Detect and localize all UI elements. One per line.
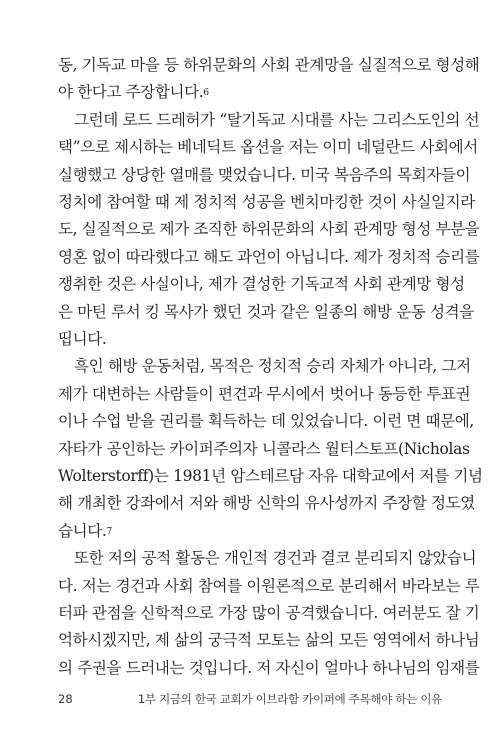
- footnote-marker: 7: [106, 526, 112, 537]
- text-line: [58, 576, 480, 596]
- text-line: [58, 603, 480, 623]
- text-line-content: 자타가 공인하는 카이퍼주의자 니콜라스 월터스토프(Nicholas: [58, 439, 470, 458]
- text-line: [58, 219, 480, 239]
- text-line-content: 흑인 해방 운동처럼, 목적은 정치적 승리 자체가 아니라, 그저: [74, 357, 471, 376]
- footnote-marker: 6: [203, 88, 209, 99]
- text-line: [58, 274, 465, 294]
- paragraph-first-line: [74, 110, 480, 130]
- text-line: [58, 192, 475, 212]
- text-line: [58, 466, 483, 486]
- text-line: [58, 82, 440, 102]
- text-line: [58, 493, 475, 513]
- text-line: [58, 384, 471, 404]
- text-line-content: 이나 수업 받을 권리를 획득하는 데 있었습니다. 이런 면 때문에,: [58, 412, 474, 431]
- text-line-content: 야 한다고 주장합니다.: [58, 83, 204, 102]
- text-line-content: 택”으로 제시하는 베네딕트 옵션을 저는 이미 네덜란드 사회에서: [58, 138, 478, 157]
- text-line-content: 해 개최한 강좌에서 저와 해방 신학의 유사성까지 주장할 정도였: [58, 494, 475, 513]
- text-line: [58, 302, 474, 322]
- text-line-content: 영혼 없이 따라했다고 해도 과언이 아닙니다. 제가 정치적 승리를: [58, 247, 480, 266]
- text-line: [58, 411, 474, 431]
- text-line-content: 제가 대변하는 사람들이 편견과 무시에서 벗어나 동등한 투표권: [58, 384, 471, 403]
- text-line-content: 띱니다.: [58, 330, 107, 348]
- text-line: [58, 329, 440, 349]
- page-number: 28: [58, 692, 73, 706]
- text-line-content: 그런데 로드 드레허가 “탈기독교 시대를 사는 그리스도인의 선: [74, 110, 480, 129]
- text-line: [58, 630, 480, 650]
- paragraph-first-line: [74, 356, 471, 376]
- text-line-content: Wolterstorff)는 1981년 암스테르담 자유 대학교에서 저를 기념: [58, 467, 483, 485]
- text-line: [58, 247, 480, 267]
- text-line-content: 실행했고 상당한 열매를 맺었습니다. 미국 복음주의 목회자들이: [58, 165, 471, 184]
- text-line-content: 쟁취한 것은 사실이나, 제가 결성한 기독교적 사회 관계망 형성: [58, 275, 465, 294]
- text-line-content: 정치에 참여할 때 제 정치적 성공을 벤치마킹한 것이 사실일지라: [58, 193, 475, 211]
- text-line: [58, 165, 471, 185]
- text-line-content: 동, 기독교 마을 등 하위문화의 사회 관계망을 실질적으로 형성해: [58, 56, 480, 74]
- text-line-content: 터파 관점을 신학적으로 가장 많이 공격했습니다. 여러분도 잘 기: [58, 604, 480, 622]
- text-line-content: 또한 저의 공적 활동은 개인적 경건과 결코 분리되지 않았습니: [74, 549, 477, 568]
- text-line-content: 의 주권을 드러내는 것입니다. 저 자신이 얼마나 하나님의 임재를: [58, 658, 480, 677]
- text-line-content: 억하시겠지만, 제 삶의 궁극적 모토는 삶의 모든 영역에서 하나님: [58, 631, 480, 650]
- text-line-content: 도, 실질적으로 제가 조직한 하위문화의 사회 관계망 형성 부분을: [58, 220, 480, 239]
- paragraph-first-line: [74, 548, 477, 568]
- text-line: [58, 658, 480, 678]
- running-head: 1부 지금의 한국 교회가 이브라함 카이퍼에 주목해야 하는 이유: [137, 692, 442, 706]
- text-line-content: 습니다.: [58, 521, 107, 540]
- text-line: [58, 439, 470, 459]
- text-line: [58, 55, 480, 75]
- text-line-content: 은 마틴 루서 킹 목사가 했던 것과 같은 일종의 해방 운동 성격을: [58, 302, 474, 321]
- text-line-content: 다. 저는 경건과 사회 참여를 이원론적으로 분리해서 바라보는 루: [58, 576, 480, 595]
- text-line: [58, 137, 478, 157]
- text-line: [58, 521, 440, 541]
